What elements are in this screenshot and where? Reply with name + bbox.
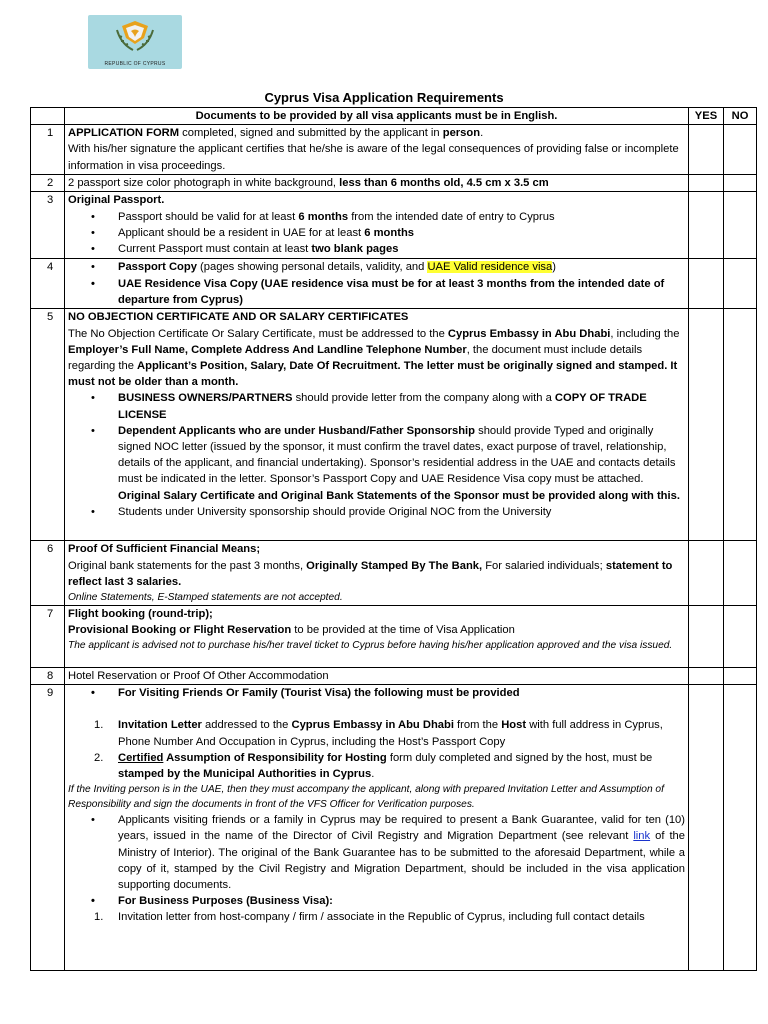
row-number: 9	[31, 685, 65, 971]
header-yes: YES	[689, 108, 724, 125]
table-row	[31, 192, 757, 259]
requirements-table	[30, 107, 757, 971]
no-checkbox-cell[interactable]	[724, 125, 757, 175]
requirement-title: NO OBJECTION CERTIFICATE AND OR SALARY CERTIFICATES	[68, 311, 409, 324]
yes-checkbox-cell[interactable]	[689, 259, 724, 309]
row-number: 5	[31, 309, 65, 541]
yes-checkbox-cell[interactable]	[689, 309, 724, 541]
requirement-text: Original bank statements for the past 3 months, Originally Stamped By The Bank, For salaried individuals; statement to reflect last 3 salaries.	[68, 559, 673, 588]
table-row	[31, 685, 757, 971]
requirement-text: With his/her signature the applicant certifies that he/she is aware of the legal consequences of providing false or incomplete information in visa proceedings.	[68, 143, 679, 172]
requirement-text: 2 passport size color photograph in white background,	[68, 177, 340, 190]
list-item: 1. Invitation letter from host-company / firm / associate in the Republic of Cyprus, including full contact details	[94, 911, 645, 924]
yes-checkbox-cell[interactable]	[689, 541, 724, 606]
page-title: Cyprus Visa Application Requirements	[264, 90, 504, 105]
requirement-title: Flight booking (round-trip);	[68, 608, 213, 621]
ministry-link[interactable]: link	[633, 830, 651, 843]
table-row	[31, 606, 757, 668]
yes-checkbox-cell[interactable]	[689, 125, 724, 175]
requirement-cell	[65, 175, 689, 192]
requirement-text-bold: less than 6 months old, 4.5 cm x 3.5 cm	[339, 177, 549, 190]
list-item: • For Visiting Friends Or Family (Tourist Visa) the following must be provided	[68, 685, 685, 701]
row-number: 3	[31, 192, 65, 259]
highlighted-text: UAE Valid residence visa	[427, 261, 553, 274]
requirement-text: completed, signed and submitted by the applicant in	[179, 127, 443, 140]
dove-emblem-icon	[113, 18, 157, 58]
requirement-text: The No Objection Certificate Or Salary Certificate, must be addressed to the Cyprus Embassy in Abu Dhabi, including the Employer’s Full Name, Complete Address And Landline Telephone Number, the document must include details regarding the Applicant’s Position, Salary, Date Of Recruitment. The letter must be originally signed and stamped. It must not be older than a month.	[68, 327, 680, 389]
italic-note: If the Inviting person is in the UAE, then they must accompany the applicant, along with prepared Invitation Letter and Assumption of Responsibility and sign the documents in front of the VFS Officer for Verification purposes.	[68, 784, 664, 811]
requirement-cell	[65, 541, 689, 606]
no-checkbox-cell[interactable]	[724, 309, 757, 541]
table-row	[31, 259, 757, 309]
no-checkbox-cell[interactable]	[724, 192, 757, 259]
row-number: 2	[31, 175, 65, 192]
table-row	[31, 309, 757, 541]
requirement-cell	[65, 125, 689, 175]
row-number: 6	[31, 541, 65, 606]
logo-caption: REPUBLIC OF CYPRUS	[104, 61, 166, 67]
cyprus-emblem-logo	[88, 15, 182, 69]
table-header-row	[31, 108, 757, 125]
requirement-text: .	[480, 127, 484, 140]
requirement-cell	[65, 309, 689, 541]
list-item: • Current Passport must contain at least two blank pages	[68, 241, 685, 257]
table-row	[31, 175, 757, 192]
requirement-text: Provisional Booking or Flight Reservation to be provided at the time of Visa Application	[68, 624, 515, 637]
no-checkbox-cell[interactable]	[724, 541, 757, 606]
table-row	[31, 668, 757, 685]
requirement-cell	[65, 685, 689, 971]
header-blank-cell	[31, 108, 65, 125]
list-item: 1. Invitation Letter addressed to the Cyprus Embassy in Abu Dhabi from the Host with full address in Cyprus, Phone Number And Occupation in Cyprus, including the Host’s Passport Copy	[94, 719, 663, 748]
list-item: • BUSINESS OWNERS/PARTNERS should provide letter from the company along with a COPY OF TRADE LICENSE	[68, 390, 685, 422]
list-item: • Students under University sponsorship should provide Original NOC from the University	[68, 504, 685, 520]
requirement-title: Proof Of Sufficient Financial Means;	[68, 543, 261, 556]
list-item: • Dependent Applicants who are under Husband/Father Sponsorship should provide Typed and originally signed NOC letter (issued by the sponsor, it must confirm the travel dates, exact purpose of travel, relationship, details of the applicant, and financial undertaking). Sponsor’s residential address in the UAE and contacts details must be indicated in the letter. Sponsor’s Passport Copy and UAE Residence Visa copy must be attached. Original Salary Certificate and Original Bank Statements of the Sponsor must be provided along with this.	[68, 423, 685, 504]
list-item: • Passport should be valid for at least 6 months from the intended date of entry to Cyprus	[68, 209, 685, 225]
requirement-cell: Hotel Reservation or Proof Of Other Accommodation	[65, 668, 689, 685]
requirement-title: Original Passport.	[68, 194, 165, 207]
list-item: • For Business Purposes (Business Visa):	[68, 893, 685, 909]
yes-checkbox-cell[interactable]	[689, 685, 724, 971]
requirement-title: APPLICATION FORM	[68, 127, 180, 140]
list-item: 2. Certified Assumption of Responsibility for Hosting form duly completed and signed by the host, must be stamped by the Municipal Authorities in Cyprus.	[94, 751, 653, 781]
yes-checkbox-cell[interactable]	[689, 175, 724, 192]
requirement-text-bold: person	[442, 127, 481, 140]
header-documents: Documents to be provided by all visa applicants must be in English.	[65, 108, 689, 125]
no-checkbox-cell[interactable]	[724, 668, 757, 685]
list-item: • Applicants visiting friends or a family in Cyprus may be required to present a Bank Guarantee, valid for ten (10) years, issued in the name of the Director of Civil Registry and Migration Department (see relevant link of the Ministry of Interior). The original of the Bank Guarantee has to be submitted to the aforesaid Department, while a copy of it, stamped by the Civil Registry and Migration Department, should be included in the visa application supporting documents.	[68, 812, 685, 893]
yes-checkbox-cell[interactable]	[689, 668, 724, 685]
header-no: NO	[724, 108, 757, 125]
requirement-cell	[65, 192, 689, 259]
requirement-cell	[65, 259, 689, 309]
yes-checkbox-cell[interactable]	[689, 192, 724, 259]
list-item: • UAE Residence Visa Copy (UAE residence visa must be for at least 3 months from the intended date of departure from Cyprus)	[68, 276, 685, 308]
requirement-cell	[65, 606, 689, 668]
no-checkbox-cell[interactable]	[724, 685, 757, 971]
yes-checkbox-cell[interactable]	[689, 606, 724, 668]
no-checkbox-cell[interactable]	[724, 175, 757, 192]
row-number: 1	[31, 125, 65, 175]
italic-note: The applicant is advised not to purchase his/her travel ticket to Cyprus before having his/her application approved and the visa issued.	[68, 640, 673, 652]
row-number: 8	[31, 668, 65, 685]
row-number: 7	[31, 606, 65, 668]
list-item: • Passport Copy (pages showing personal details, validity, and UAE Valid residence visa)	[68, 259, 685, 275]
list-item: • Applicant should be a resident in UAE for at least 6 months	[68, 225, 685, 241]
no-checkbox-cell[interactable]	[724, 259, 757, 309]
table-row	[31, 541, 757, 606]
italic-note: Online Statements, E-Stamped statements are not accepted.	[68, 592, 343, 604]
row-number: 4	[31, 259, 65, 309]
no-checkbox-cell[interactable]	[724, 606, 757, 668]
table-row	[31, 125, 757, 175]
